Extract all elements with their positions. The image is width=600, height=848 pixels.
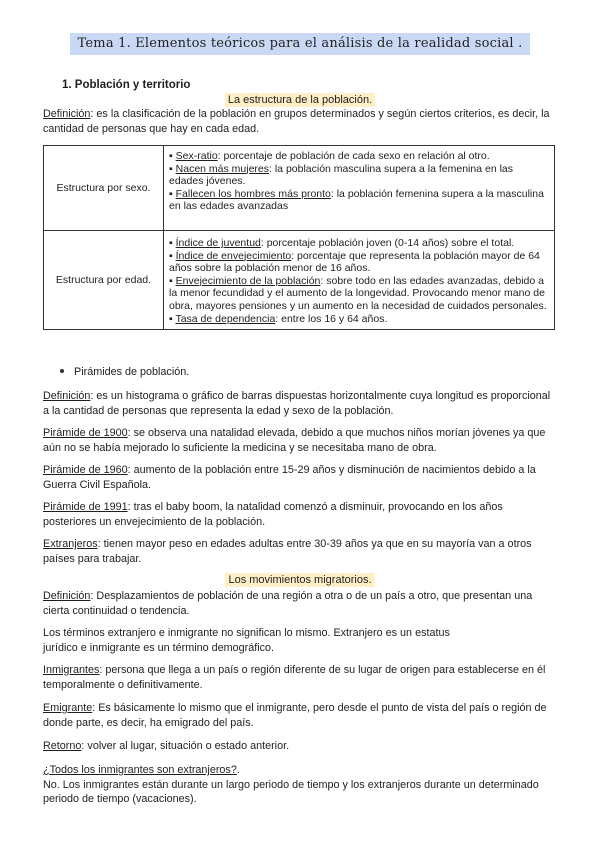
definition-label: Definición [43,108,91,120]
list-item: ▪ Envejecimiento de la población: sobre todo en las edades avanzadas, debido a la menor fecundidad y el aumento de la longevidad. Provocando menor mano de obra, mayores pensiones y un aumento en la necesidad de cuidados personales. [169,274,547,312]
piramide-1960-label: Pirámide de 1960 [43,464,128,476]
subheading-migration [0,574,600,586]
piramide-1991 [43,500,555,529]
subheading-structure-text: La estructura de la población. [225,93,375,107]
terms-line-1: Los términos extranjero e inmigrante no significan lo mismo. Extranjero es un estatus [43,627,450,639]
list-item: ▪ Índice de envejecimiento: porcentaje que representa la población mayor de 64 años sobre la población menor de 16 años. [169,249,540,275]
emigrante-label: Emigrante [43,702,93,714]
retorno-text: : volver al lugar, situación o estado anterior. [81,740,290,752]
definition-migration [43,589,555,618]
bullet-piramides-text: Pirámides de población. [74,366,190,378]
piramide-1900-label: Pirámide de 1900 [43,427,128,439]
piramide-1900-text: : se observa una natalidad elevada, debido a que muchos niños morían jóvenes ya que aún no se había mejorado lo suficiente la medicina y se necesitaba mano de obra. [43,427,546,454]
piramide-1991-text: : tras el baby boom, la natalidad comenzó a disminuir, provocando en los años posteriores un envejecimiento de la población. [43,501,503,528]
title-wrap [0,33,600,55]
emigrante-text: : Es básicamente lo mismo que el inmigrante, pero desde el punto de vista del país o región de donde parte, es decir, ha emigrado del país. [43,702,547,729]
definition-text: : es un histograma o gráfico de barras dispuestas horizontalmente cuya longitud es proporcional a la cantidad de personas que representa la edad y sexo de la población. [43,390,551,417]
bullet-dot-icon [60,369,64,373]
subheading-migration-text: Los movimientos migratorios. [225,573,374,587]
piramide-1900 [43,426,555,455]
answer-text: No. Los inmigrantes están durante un largo periodo de tiempo y los extranjeros durante un determinado periodo de tiempo (vacaciones). [43,778,539,806]
list-item: ▪ Nacen más mujeres: la población masculina supera a la femenina en las edades jóvenes. [169,162,513,188]
inmigrantes-label: Inmigrantes [43,664,100,676]
piramide-1960 [43,463,555,492]
definition-piramide [43,389,555,418]
terms-line-2: jurídico e inmigrante es un término demográfico. [43,641,275,654]
question-line: ¿Todos los inmigrantes son extranjeros?. [43,764,240,776]
row-desc-age [164,231,555,330]
table-row-age [44,231,555,330]
definition-structure [43,107,555,136]
structure-table [43,145,555,330]
retorno [43,739,555,754]
terms-paragraph [43,626,555,655]
question-block [43,763,555,807]
piramide-1960-text: : aumento de la población entre 15-29 años y disminución de nacimientos debido a la Guerra Civil Española. [43,464,536,491]
row-label-age: Estructura por edad. [44,231,164,330]
definition-text: : es la clasificación de la población en grupos determinados y según ciertos criterios, es decir, la cantidad de personas que hay en cada edad. [43,108,550,135]
question-text: ¿Todos los inmigrantes son extranjeros? [43,764,237,776]
inmigrantes-text: : persona que llega a un país o región diferente de su lugar de origen para establecerse en él temporalmente o definitivamente. [43,664,546,691]
extranjeros-label: Extranjeros [43,538,98,550]
definition-label: Definición [43,590,91,602]
list-item: ▪ Fallecen los hombres más pronto: la población femenina supera a la masculina en las edades avanzadas [169,187,544,213]
table-row-sex [44,146,555,231]
definition-text: : Desplazamientos de población de una región a otra o de un país a otro, que presentan una cierta continuidad o tendencia. [43,590,533,617]
bullet-piramides [60,366,189,378]
definition-label: Definición [43,390,91,402]
extranjeros [43,537,555,566]
extranjeros-text: : tienen mayor peso en edades adultas entre 30-39 años ya que en su mayoría van a otros países para trabajar. [43,538,532,565]
list-item: ▪ Tasa de dependencia: entre los 16 y 64 años. [169,312,388,325]
page-title: Tema 1. Elementos teóricos para el análisis de la realidad social . [70,33,531,55]
emigrante [43,701,555,730]
subheading-structure [0,94,600,106]
section-heading: 1. Población y territorio [62,79,191,91]
inmigrantes [43,663,555,692]
piramide-1991-label: Pirámide de 1991 [43,501,128,513]
row-desc-sex [164,146,555,231]
row-label-sex: Estructura por sexo. [44,146,164,231]
retorno-label: Retorno [43,740,82,752]
list-item: ▪ Sex-ratio: porcentaje de población de cada sexo en relación al otro. [169,150,490,162]
list-item: ▪ Índice de juventud: porcentaje población joven (0-14 años) sobre el total. [169,237,515,249]
